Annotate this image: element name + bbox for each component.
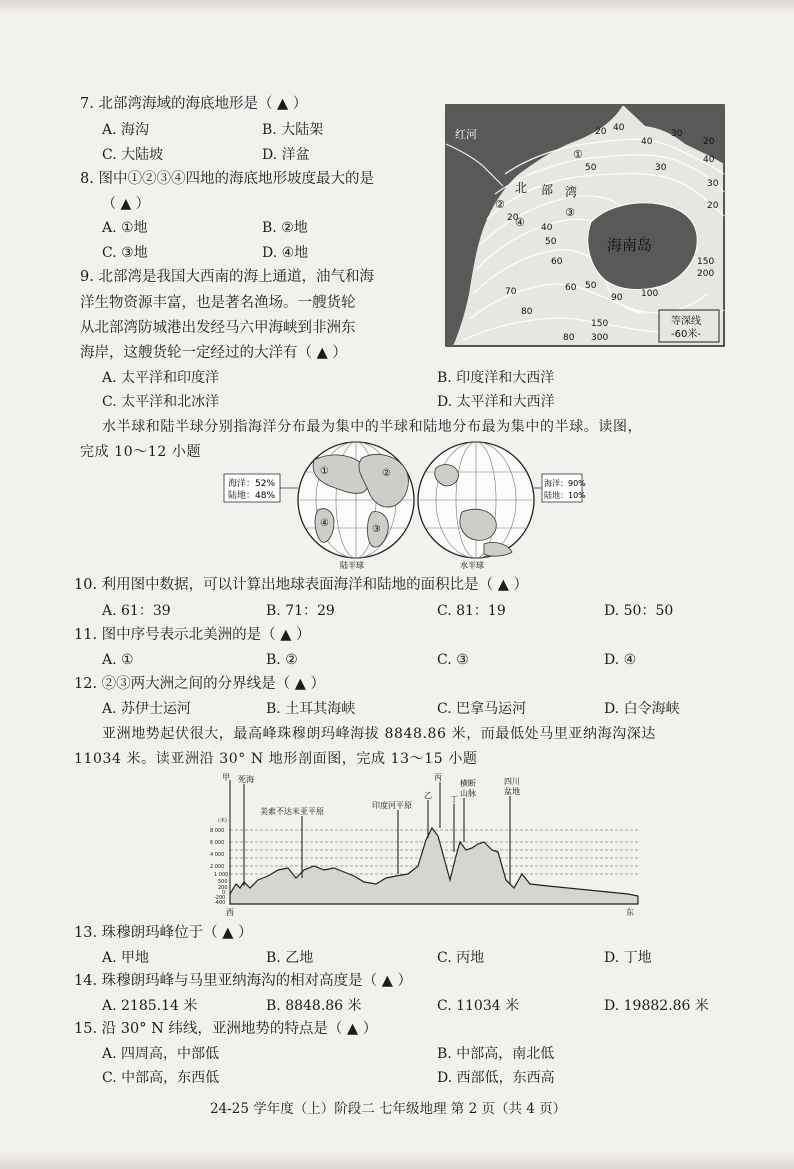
q13-option-c: C. 丙地 bbox=[437, 950, 485, 966]
q11-option-d: D. ④ bbox=[604, 652, 637, 668]
q9-line-1: 9. 北部湾是我国大西南的海上通道，油气和海 bbox=[80, 269, 374, 285]
profile-label-bing: 丙 bbox=[434, 773, 442, 782]
map-depth-label: 150 bbox=[591, 319, 609, 329]
map-depth-label: 200 bbox=[697, 269, 715, 279]
q12-option-c: C. 巴拿马运河 bbox=[437, 701, 527, 717]
map-depth-label: 100 bbox=[641, 289, 659, 299]
intro-hemisphere-line-1: 水半球和陆半球分别指海洋分布最为集中的半球和陆地分布最为集中的半球。读图， bbox=[102, 419, 643, 435]
q9-line-4: 海岸，这艘货轮一定经过的大洋有（ ▲ ） bbox=[80, 345, 347, 361]
hemisphere-figure bbox=[222, 440, 584, 570]
map-depth-label: 60 bbox=[565, 283, 577, 293]
profile-y-tick: 0 bbox=[222, 890, 226, 896]
scan-top-edge bbox=[0, 0, 794, 14]
q9-line-2: 洋生物资源丰富，也是著名渔场。一艘货轮 bbox=[80, 295, 356, 311]
q12-option-b: B. 土耳其海峡 bbox=[266, 701, 356, 717]
map-depth-label: 60 bbox=[551, 257, 563, 267]
q9-option-c: C. 太平洋和北冰洋 bbox=[102, 394, 220, 410]
q13-option-d: D. 丁地 bbox=[604, 950, 652, 966]
map-point-2: ② bbox=[495, 198, 505, 211]
profile-label-meso-plain: 美索不达米亚平原 bbox=[260, 807, 324, 816]
map-bay-char-3: 湾 bbox=[565, 185, 578, 199]
q9-option-d: D. 太平洋和大西洋 bbox=[437, 394, 555, 410]
map-depth-label: 80 bbox=[521, 307, 533, 317]
map-depth-label: 40 bbox=[703, 155, 715, 165]
q14-option-a: A. 2185.14 米 bbox=[102, 998, 198, 1014]
q12-option-a: A. 苏伊士运河 bbox=[102, 701, 192, 717]
q14-option-c: C. 11034 米 bbox=[437, 998, 520, 1014]
q15-option-c: C. 中部高，东西低 bbox=[102, 1070, 220, 1086]
land-hemi-caption: 陆半球 bbox=[340, 561, 364, 570]
q7-stem: 7. 北部湾海域的海底地形是（ ▲ ） bbox=[80, 96, 308, 112]
profile-label-jia: 甲 bbox=[222, 773, 230, 782]
profile-label-hengduan-1: 横断 bbox=[460, 779, 476, 788]
q10-option-b: B. 71：29 bbox=[266, 603, 335, 619]
q10-stem: 10. 利用图中数据，可以计算出地球表面海洋和陆地的面积比是（ ▲ ） bbox=[74, 577, 529, 593]
intro-hemisphere-line-2: 完成 10～12 小题 bbox=[80, 444, 202, 460]
q12-stem: 12. ②③两大洲之间的分界线是（ ▲ ） bbox=[74, 676, 326, 692]
q7-option-b: B. 大陆架 bbox=[262, 122, 324, 138]
map-depth-label: 20 bbox=[595, 127, 607, 137]
hemi-num-4: ④ bbox=[320, 518, 329, 529]
q8-option-d: D. ④地 bbox=[262, 245, 309, 261]
q15-stem: 15. 沿 30° N 纬线，亚洲地势的特点是（ ▲ ） bbox=[74, 1021, 378, 1037]
profile-y-tick: -200 bbox=[214, 895, 226, 901]
map-depth-label: 40 bbox=[641, 137, 653, 147]
map-depth-label: 50 bbox=[585, 163, 597, 173]
map-depth-label: 20 bbox=[507, 213, 519, 223]
map-depth-label: 30 bbox=[707, 179, 719, 189]
map-bay-char-1: 北 bbox=[515, 181, 528, 195]
map-depth-label: 40 bbox=[541, 223, 553, 233]
q8-stem: 8. 图中①②③④四地的海底地形坡度最大的是 bbox=[80, 171, 374, 187]
q15-option-d: D. 西部低，东西高 bbox=[437, 1070, 555, 1086]
q7-option-c: C. 大陆坡 bbox=[102, 147, 164, 163]
water-hemi-caption: 水半球 bbox=[460, 561, 484, 570]
map-point-4: ④ bbox=[515, 216, 525, 229]
q7-option-d: D. 洋盆 bbox=[262, 147, 310, 163]
profile-y-tick: 1 000 bbox=[214, 872, 229, 878]
q8-option-c: C. ③地 bbox=[102, 245, 148, 261]
q13-stem: 13. 珠穆朗玛峰位于（ ▲ ） bbox=[74, 925, 253, 941]
map-red-river-label: 红河 bbox=[455, 128, 477, 141]
q8-option-b: B. ②地 bbox=[262, 220, 308, 236]
map-depth-label: 80 bbox=[563, 333, 575, 343]
scan-bottom-edge bbox=[0, 1150, 794, 1169]
map-point-3: ③ bbox=[565, 206, 575, 219]
q10-option-c: C. 81：19 bbox=[437, 603, 506, 619]
hemi-num-2: ② bbox=[382, 468, 391, 479]
page-footer: 24-25 学年度（上）阶段二 七年级地理 第 2 页（共 4 页） bbox=[210, 1101, 567, 1117]
map-depth-label: 300 bbox=[591, 333, 609, 343]
q11-option-a: A. ① bbox=[102, 652, 134, 668]
profile-y-tick: 2 000 bbox=[210, 864, 225, 870]
asia-30n-profile bbox=[210, 770, 642, 918]
q14-option-b: B. 8848.86 米 bbox=[266, 998, 362, 1014]
q15-option-b: B. 中部高，南北低 bbox=[437, 1046, 555, 1062]
map-hainan-label: 海南岛 bbox=[607, 236, 653, 254]
map-point-1: ① bbox=[573, 148, 583, 161]
profile-label-yi: 乙 bbox=[424, 791, 432, 800]
map-depth-label: 70 bbox=[505, 287, 517, 297]
water-hemi-land-pct: 陆地：10% bbox=[544, 491, 586, 500]
profile-label-indus-plain: 印度河平原 bbox=[372, 801, 412, 810]
profile-y-tick: 500 bbox=[218, 879, 228, 885]
map-depth-label: 150 bbox=[697, 257, 715, 267]
q14-option-d: D. 19882.86 米 bbox=[604, 998, 709, 1014]
q12-option-d: D. 白令海峡 bbox=[604, 701, 680, 717]
q13-option-b: B. 乙地 bbox=[266, 950, 314, 966]
map-depth-label: 90 bbox=[611, 293, 623, 303]
profile-label-dead-sea: 死海 bbox=[238, 775, 254, 784]
q8-option-a: A. ①地 bbox=[102, 220, 148, 236]
q14-stem: 14. 珠穆朗玛峰与马里亚纳海沟的相对高度是（ ▲ ） bbox=[74, 973, 413, 989]
land-hemi-ocean-pct: 海洋：52% bbox=[228, 479, 276, 489]
map-depth-label: 50 bbox=[545, 237, 557, 247]
intro-asia-line-1: 亚洲地势起伏很大，最高峰珠穆朗玛峰海拔 8848.86 米，而最低处马里亚纳海沟深达 bbox=[102, 726, 656, 742]
map-depth-label: 20 bbox=[703, 137, 715, 147]
q9-option-b: B. 印度洋和大西洋 bbox=[437, 370, 555, 386]
profile-label-east: 东 bbox=[626, 908, 634, 917]
map-legend-value: -60米- bbox=[671, 329, 701, 340]
q10-option-d: D. 50：50 bbox=[604, 603, 674, 619]
hemi-num-3: ③ bbox=[372, 524, 381, 535]
hemi-num-1: ① bbox=[320, 466, 329, 477]
q11-option-c: C. ③ bbox=[437, 652, 469, 668]
q11-option-b: B. ② bbox=[266, 652, 298, 668]
q8-answer-mark: （ ▲ ） bbox=[102, 196, 150, 212]
profile-y-tick: 4 000 bbox=[210, 852, 225, 858]
q10-option-a: A. 61：39 bbox=[102, 603, 171, 619]
water-hemi-ocean-pct: 海洋：90% bbox=[544, 479, 586, 488]
intro-asia-line-2: 11034 米。读亚洲沿 30° N 地形剖面图，完成 13～15 小题 bbox=[74, 751, 478, 767]
q9-option-a: A. 太平洋和印度洋 bbox=[102, 370, 220, 386]
profile-y-unit: (米) bbox=[218, 818, 227, 824]
profile-label-sichuan-1: 四川 bbox=[504, 777, 520, 786]
q7-option-a: A. 海沟 bbox=[102, 122, 150, 138]
profile-label-hengduan-2: 山脉 bbox=[460, 789, 476, 798]
beibu-gulf-map bbox=[445, 104, 725, 347]
profile-y-tick: 6 000 bbox=[210, 840, 225, 846]
profile-label-west: 西 bbox=[226, 908, 234, 917]
map-legend-title: 等深线 bbox=[671, 316, 701, 327]
map-depth-label: 20 bbox=[707, 201, 719, 211]
profile-y-tick: -400 bbox=[214, 900, 226, 906]
map-depth-label: 30 bbox=[671, 129, 683, 139]
q13-option-a: A. 甲地 bbox=[102, 950, 150, 966]
profile-y-tick: 200 bbox=[218, 885, 228, 891]
map-depth-label: 50 bbox=[585, 281, 597, 291]
profile-y-tick: 8 000 bbox=[210, 828, 225, 834]
profile-label-sichuan-2: 盆地 bbox=[504, 787, 520, 796]
q15-option-a: A. 四周高，中部低 bbox=[102, 1046, 220, 1062]
map-depth-label: 30 bbox=[655, 163, 667, 173]
map-depth-label: 40 bbox=[613, 123, 625, 133]
land-hemi-land-pct: 陆地：48% bbox=[228, 491, 276, 501]
profile-label-ding: 丁 bbox=[450, 795, 458, 804]
q11-stem: 11. 图中序号表示北美洲的是（ ▲ ） bbox=[74, 627, 311, 643]
map-bay-char-2: 部 bbox=[541, 183, 554, 197]
q9-line-3: 从北部湾防城港出发经马六甲海峡到非洲东 bbox=[80, 320, 356, 336]
